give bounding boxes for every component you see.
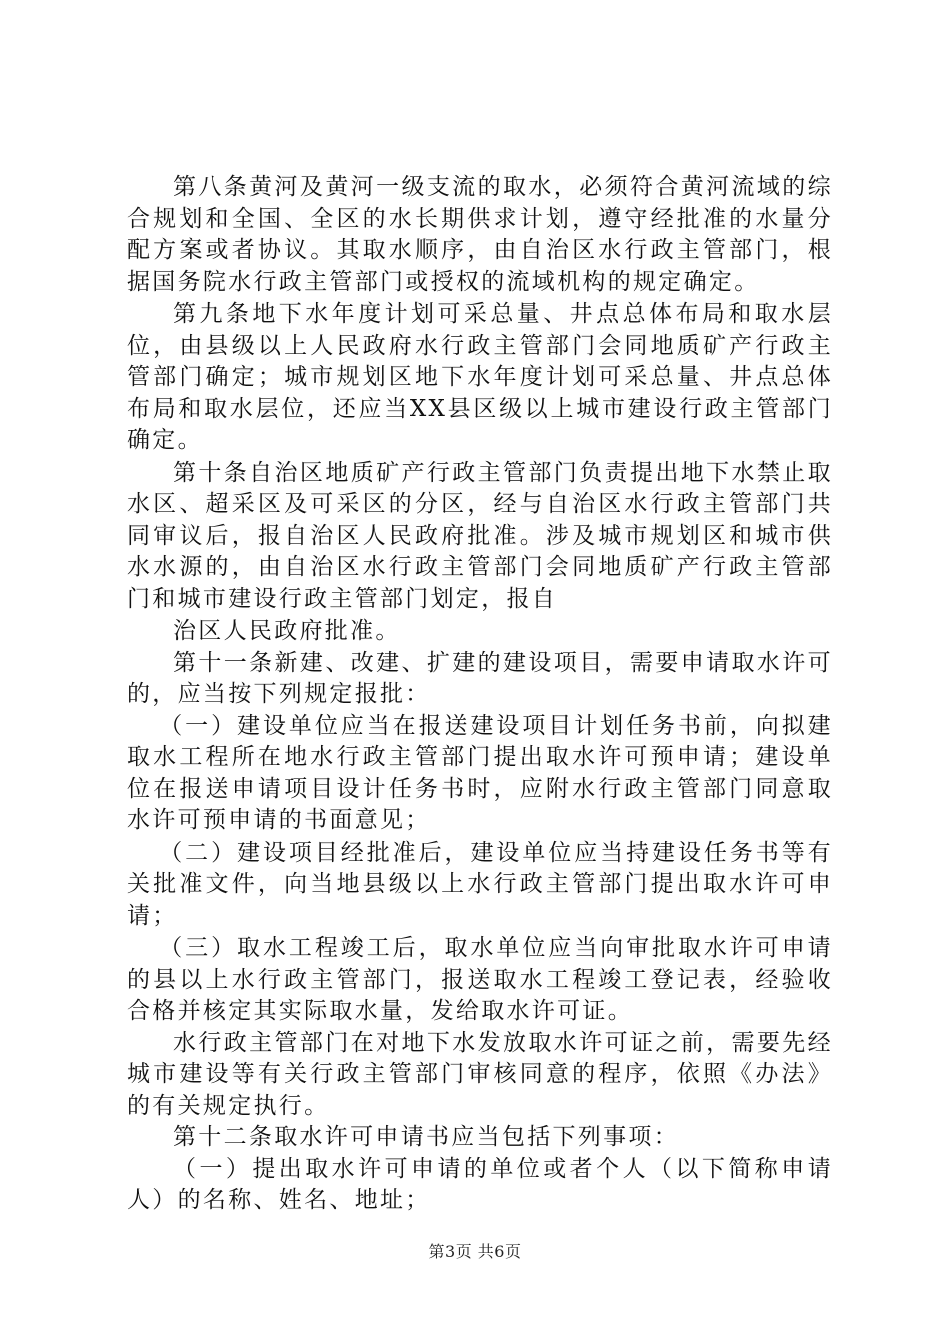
article-8-paragraph: 第八条黄河及黄河一级支流的取水，必须符合黄河流域的综合规划和全国、全区的水长期供求计划，遵守经批准的水量分配方案或者协议。其取水顺序，由自治区水行政主管部门，根据国务院水行政主管部门或授权的流域机构的规定确定。 — [127, 174, 833, 295]
article-11-item-2: （二）建设项目经批准后，建设单位应当持建设任务书等有关批准文件，向当地县级以上水行政主管部门提出取水许可申请； — [127, 839, 833, 929]
article-12-item-1: （一）提出取水许可申请的单位或者个人（以下简称申请人）的名称、姓名、地址； — [127, 1155, 833, 1213]
groundwater-permit-paragraph: 水行政主管部门在对地下水发放取水许可证之前，需要先经城市建设等有关行政主管部门审核同意的程序，依照《办法》的有关规定执行。 — [127, 1029, 833, 1119]
article-9-paragraph: 第九条地下水年度计划可采总量、井点总体布局和取水层位，由县级以上人民政府水行政主管部门会同地质矿产行政主管部门确定；城市规划区地下水年度计划可采总量、井点总体布局和取水层位，还应当XX县区级以上城市建设行政主管部门确定。 — [127, 301, 833, 453]
article-10-paragraph: 第十条自治区地质矿产行政主管部门负责提出地下水禁止取水区、超采区及可采区的分区，经与自治区水行政主管部门共同审议后，报自治区人民政府批准。涉及城市规划区和城市供水水源的，由自治区水行政主管部门会同地质矿产行政主管部门和城市建设行政主管部门划定，报自 — [127, 459, 833, 612]
article-11-item-1: （一）建设单位应当在报送建设项目计划任务书前，向拟建取水工程所在地水行政主管部门提出取水许可预申请；建设单位在报送申请项目设计任务书时，应附水行政主管部门同意取水许可预申请的书面意见； — [127, 712, 833, 833]
page-number-footer: 第3页 共6页 — [428, 1242, 522, 1261]
article-11-paragraph: 第十一条新建、改建、扩建的建设项目，需要申请取水许可的，应当按下列规定报批： — [127, 649, 833, 707]
article-10-continuation: 治区人民政府批准。 — [173, 618, 401, 644]
article-12-paragraph: 第十二条取水许可申请书应当包括下列事项： — [173, 1124, 679, 1150]
article-11-item-3: （三）取水工程竣工后，取水单位应当向审批取水许可申请的县以上水行政主管部门，报送取水工程竣工登记表，经验收合格并核定其实际取水量，发给取水许可证。 — [127, 935, 833, 1024]
document-body — [127, 172, 833, 1217]
